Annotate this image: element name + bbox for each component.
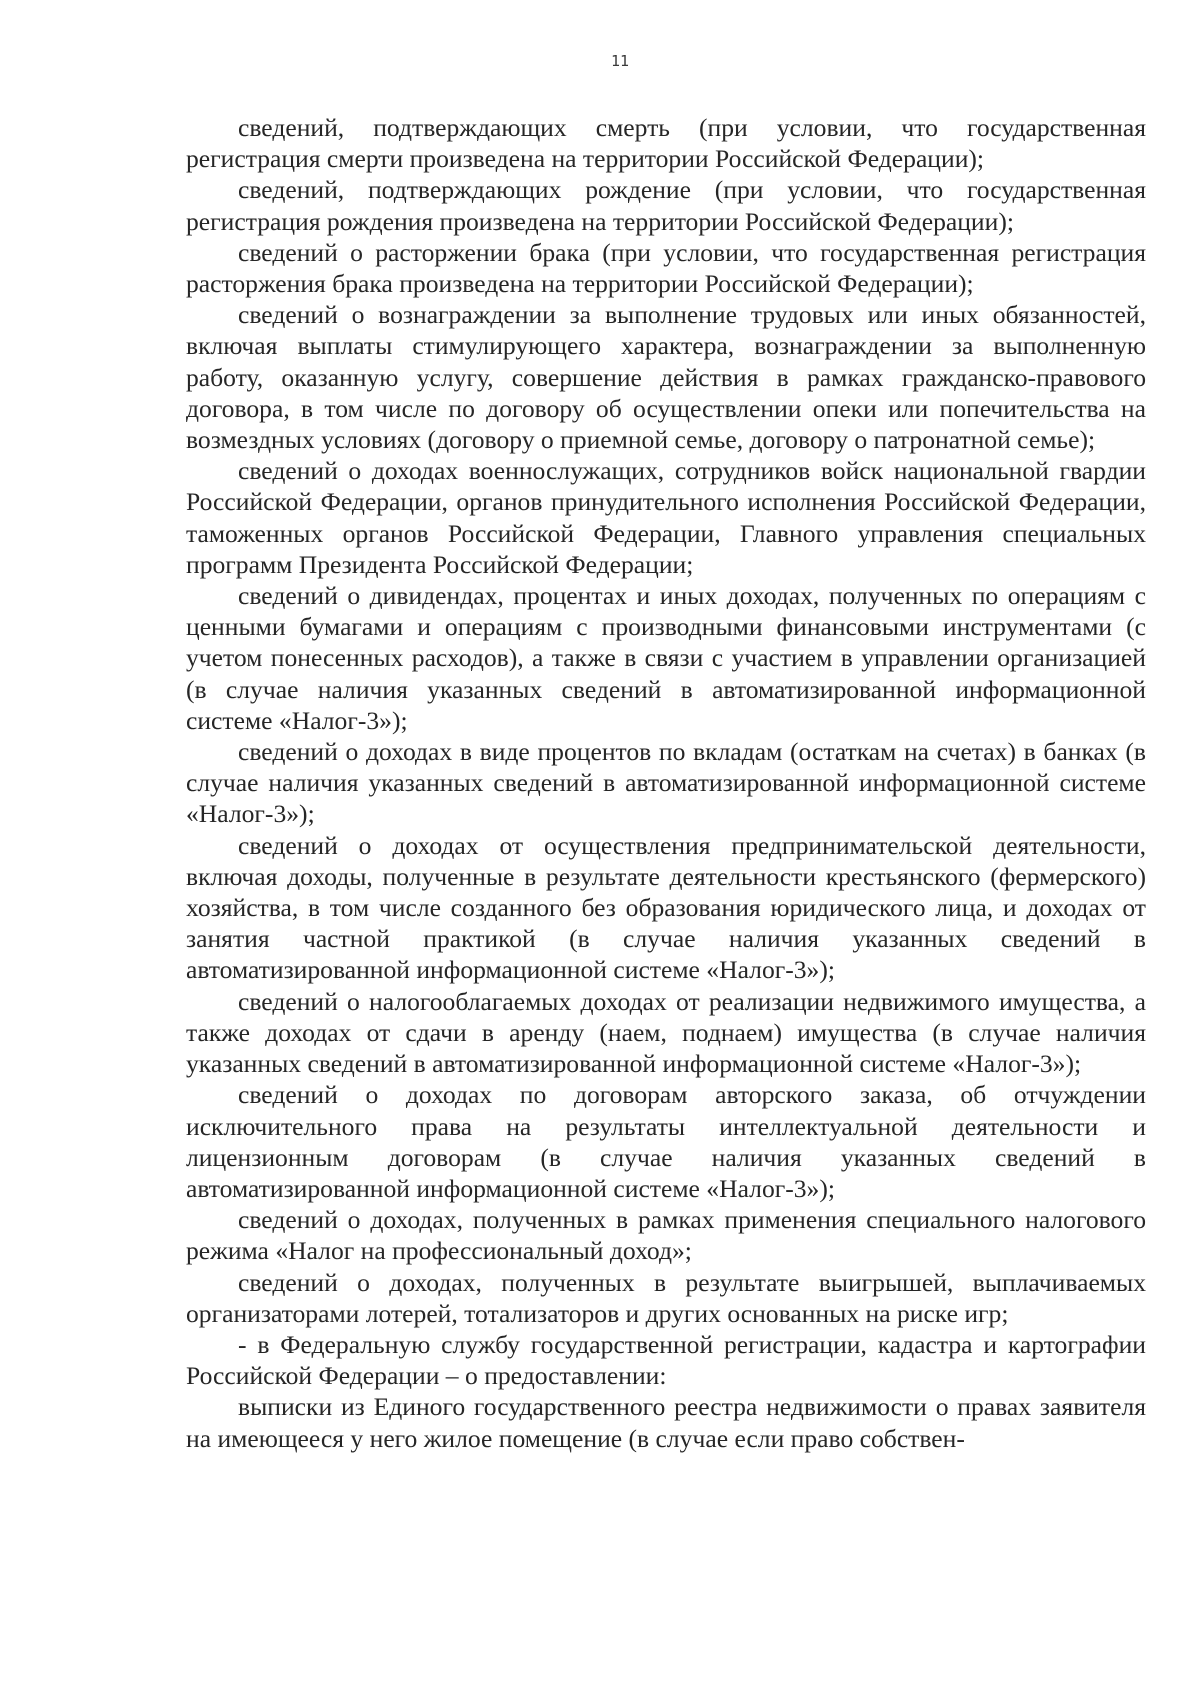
paragraph-self-employed-income: сведений о доходах, полученных в рамках применения специального налогового режима «Налог на профессиональный доход»; xyxy=(186,1205,1146,1266)
paragraph-lottery-winnings: сведений о доходах, полученных в результате выигрышей, выплачиваемых организаторами лотерей, тотализаторов и других основанных на риске игр; xyxy=(186,1267,1146,1328)
paragraph-employment-income: сведений о вознаграждении за выполнение трудовых или иных обязанностей, включая выплаты стимулирующего характера, вознаграждении за выполненную работу, оказанную услугу, совершение действия в рамках гражданско-правового договора, в том числе по договору об осуществлении опеки или попечительства на возмездных условиях (договору о приемной семье, договору о патронатной семье); xyxy=(186,300,1146,455)
paragraph-divorce-records: сведений о расторжении брака (при условии, что государственная регистрация расторжения брака произведена на территории Российской Федерации); xyxy=(186,237,1146,299)
paragraph-deposit-interest: сведений о доходах в виде процентов по вкладам (остаткам на счетах) в банках (в случае наличия указанных сведений в автоматизированной информационной системе «Налог-3»); xyxy=(186,737,1146,829)
paragraph-military-income: сведений о доходах военнослужащих, сотрудников войск национальной гвардии Российской Федерации, органов принудительного исполнения Российской Федерации, таможенных органов Российской Федерации, Главного управления специальных программ Президента Российской Федерации; xyxy=(186,456,1146,579)
paragraph-securities-income: сведений о дивидендах, процентах и иных доходах, полученных по операциям с ценными бумагами и операциям с производными финансовыми инструментами (с учетом понесенных расходов), а также в связи с участием в управлении организацией (в случае наличия указанных сведений в автоматизированной информационной системе «Налог-3»); xyxy=(186,581,1146,735)
paragraph-birth-records: сведений, подтверждающих рождение (при условии, что государственная регистрация рождения произведена на территории Российской Федерации); xyxy=(186,175,1146,236)
paragraph-copyright-income: сведений о доходах по договорам авторского заказа, об отчуждении исключительного права на результаты интеллектуальной деятельности и лицензионным договорам (в случае наличия указанных сведений в автоматизированной информационной системе «Налог-3»); xyxy=(186,1080,1146,1203)
paragraph-death-records: сведений, подтверждающих смерть (при условии, что государственная регистрация смерти произведена на территории Российской Федерации); xyxy=(186,113,1146,174)
paragraph-business-income: сведений о доходах от осуществления предпринимательской деятельности, включая доходы, полученные в результате деятельности крестьянского (фермерского) хозяйства, в том числе созданного без образования юридического лица, и доходах от занятия частной практикой (в случае наличия указанных сведений в автоматизированной информационной системе «Налог-3»); xyxy=(186,830,1146,985)
paragraph-property-income: сведений о налогооблагаемых доходах от реализации недвижимого имущества, а также доходах от сдачи в аренду (наем, поднаем) имущества (в случае наличия указанных сведений в автоматизированной информационной системе «Налог-3»); xyxy=(186,986,1146,1079)
page-number: 11 xyxy=(610,52,630,70)
paragraph-egrn-extract: выписки из Единого государственного реестра недвижимости о правах заявителя на имеющееся у него жилое помещение (в случае если право собствен- xyxy=(186,1392,1146,1453)
document-body xyxy=(186,112,1146,1454)
paragraph-rosreestr-request: - в Федеральную службу государственной регистрации, кадастра и картографии Российской Федерации – о предоставлении: xyxy=(186,1329,1146,1391)
